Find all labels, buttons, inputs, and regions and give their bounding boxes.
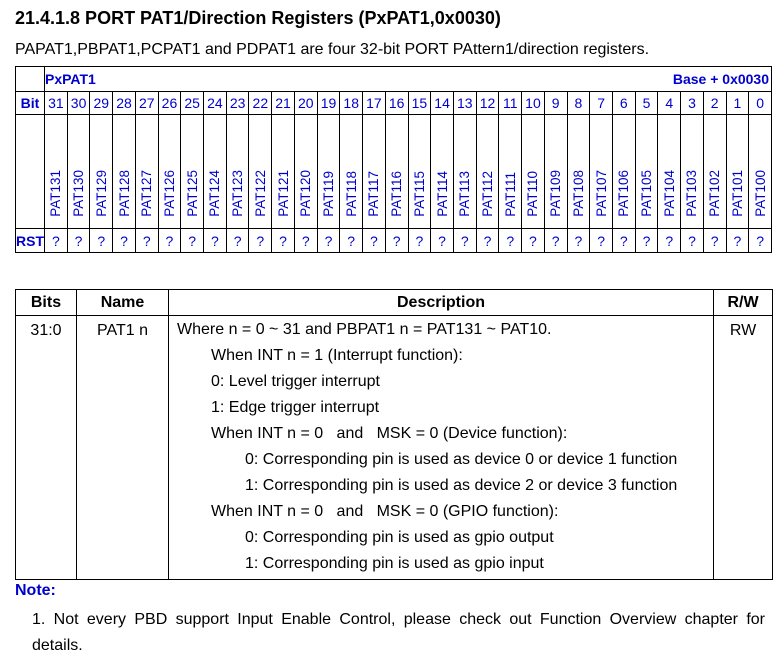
field-name-row	[16, 115, 772, 229]
field-name-cell	[453, 115, 476, 229]
description-line: 1: Corresponding pin is used as gpio input	[245, 555, 544, 572]
header-bits: Bits	[16, 290, 77, 316]
bit-number: 19	[317, 92, 340, 115]
reset-value: ?	[522, 229, 545, 253]
field-name-cell	[67, 115, 90, 229]
field-name: PAT104	[661, 170, 677, 217]
intro-paragraph: PAPAT1,PBPAT1,PCPAT1 and PDPAT1 are four 32-bit PORT PAttern1/direction registers.	[15, 41, 650, 58]
reset-value: ?	[158, 229, 181, 253]
field-name: PAT108	[570, 170, 586, 217]
description-line: 0: Corresponding pin is used as device 0 or device 1 function	[245, 451, 678, 468]
reset-value: ?	[567, 229, 590, 253]
field-name: PAT116	[389, 171, 405, 217]
field-name: PAT107	[593, 170, 609, 217]
bit-number: 3	[681, 92, 704, 115]
bit-number: 28	[113, 92, 136, 115]
field-name-cell	[90, 115, 113, 229]
bit-number: 6	[612, 92, 635, 115]
field-name: PAT125	[184, 170, 200, 217]
field-name-cell	[204, 115, 227, 229]
field-name: PAT100	[752, 170, 768, 217]
register-base-address: Base + 0x0030	[408, 67, 772, 92]
field-name: PAT120	[298, 170, 314, 217]
reset-value: ?	[749, 229, 772, 253]
description-line: Where n = 0 ~ 31 and PBPAT1 n = PAT131 ~ PAT10.	[177, 321, 552, 338]
reset-value: ?	[590, 229, 613, 253]
bit-number: 12	[476, 92, 499, 115]
bit-number: 5	[635, 92, 658, 115]
reset-value: ?	[272, 229, 295, 253]
row-bits: 31:0	[16, 316, 77, 580]
field-name-cell	[181, 115, 204, 229]
field-name-cell	[658, 115, 681, 229]
row-name: PAT1 n	[77, 316, 169, 580]
field-name: PAT124	[207, 170, 223, 217]
field-name: PAT112	[480, 171, 496, 217]
reset-value: ?	[476, 229, 499, 253]
field-name-cell	[340, 115, 363, 229]
header-name: Name	[77, 290, 169, 316]
reset-value: ?	[67, 229, 90, 253]
field-name-label-blank	[16, 115, 45, 229]
header-rw: R/W	[714, 290, 773, 316]
reset-value: ?	[499, 229, 522, 253]
field-name-cell	[499, 115, 522, 229]
field-name-cell	[612, 115, 635, 229]
bit-number: 18	[340, 92, 363, 115]
field-name: PAT130	[71, 170, 87, 217]
field-name-cell	[135, 115, 158, 229]
field-name-cell	[544, 115, 567, 229]
bit-number: 26	[158, 92, 181, 115]
reset-value: ?	[385, 229, 408, 253]
bit-number: 4	[658, 92, 681, 115]
register-header-row	[16, 67, 772, 92]
description-header-row	[16, 290, 773, 316]
field-name-cell	[363, 115, 386, 229]
reset-value: ?	[544, 229, 567, 253]
field-name: PAT114	[434, 171, 450, 217]
bit-number: 27	[135, 92, 158, 115]
reset-value: ?	[113, 229, 136, 253]
bit-number: 13	[453, 92, 476, 115]
reset-value: ?	[612, 229, 635, 253]
field-name: PAT122	[252, 170, 268, 217]
register-name: PxPAT1	[45, 67, 409, 92]
field-name-cell	[476, 115, 499, 229]
field-name: PAT128	[116, 170, 132, 217]
bit-number: 10	[522, 92, 545, 115]
reset-value: ?	[45, 229, 68, 253]
description-line: 0: Level trigger interrupt	[211, 373, 380, 390]
bit-number: 7	[590, 92, 613, 115]
field-name: PAT117	[366, 171, 382, 217]
row-description	[169, 316, 714, 580]
description-line: When INT n = 1 (Interrupt function):	[211, 347, 463, 364]
bit-number: 17	[363, 92, 386, 115]
bit-number: 16	[385, 92, 408, 115]
register-header-blank	[16, 67, 45, 92]
field-name-cell	[681, 115, 704, 229]
register-table	[15, 66, 772, 253]
bit-number: 29	[90, 92, 113, 115]
reset-value: ?	[658, 229, 681, 253]
field-name-cell	[113, 115, 136, 229]
reset-value: ?	[363, 229, 386, 253]
bit-number: 1	[726, 92, 749, 115]
note-text: 1. Not every PBD support Input Enable Control, please check out Function Overview chapter for details.	[32, 611, 765, 654]
reset-value: ?	[340, 229, 363, 253]
field-name: PAT123	[230, 170, 246, 217]
field-description-table	[15, 289, 773, 580]
field-name-cell	[590, 115, 613, 229]
field-name: PAT118	[343, 171, 359, 217]
reset-value: ?	[204, 229, 227, 253]
reset-value: ?	[135, 229, 158, 253]
description-line: 1: Corresponding pin is used as device 2 or device 3 function	[245, 477, 678, 494]
description-row	[16, 316, 773, 580]
header-description: Description	[169, 290, 714, 316]
bit-number: 21	[272, 92, 295, 115]
field-name: PAT102	[707, 170, 723, 217]
field-name: PAT105	[639, 170, 655, 217]
field-name: PAT129	[93, 170, 109, 217]
bit-number: 8	[567, 92, 590, 115]
rst-label: RST	[16, 229, 45, 253]
field-name: PAT110	[525, 171, 541, 217]
bit-number: 24	[204, 92, 227, 115]
field-name-cell	[226, 115, 249, 229]
field-name-cell	[294, 115, 317, 229]
field-name: PAT126	[161, 170, 177, 217]
bit-number: 23	[226, 92, 249, 115]
field-name: PAT106	[616, 170, 632, 217]
reset-value: ?	[317, 229, 340, 253]
reset-value: ?	[90, 229, 113, 253]
reset-value: ?	[431, 229, 454, 253]
field-name-cell	[385, 115, 408, 229]
field-name-cell	[703, 115, 726, 229]
field-name: PAT119	[320, 171, 336, 217]
field-name-cell	[431, 115, 454, 229]
bit-number: 20	[294, 92, 317, 115]
bit-number: 9	[544, 92, 567, 115]
field-name: PAT121	[275, 170, 291, 217]
field-name-cell	[749, 115, 772, 229]
reset-value-row	[16, 229, 772, 253]
field-name: PAT103	[684, 170, 700, 217]
reset-value: ?	[726, 229, 749, 253]
field-name: PAT113	[457, 171, 473, 217]
section-heading: 21.4.1.8 PORT PAT1/Direction Registers (PxPAT1,0x0030)	[15, 8, 501, 28]
bit-number: 0	[749, 92, 772, 115]
description-line: 1: Edge trigger interrupt	[211, 399, 380, 416]
reset-value: ?	[635, 229, 658, 253]
reset-value: ?	[681, 229, 704, 253]
field-name-cell	[158, 115, 181, 229]
field-name: PAT109	[548, 170, 564, 217]
bit-number: 2	[703, 92, 726, 115]
field-name-cell	[45, 115, 68, 229]
field-name: PAT101	[729, 170, 745, 217]
reset-value: ?	[249, 229, 272, 253]
field-name-cell	[272, 115, 295, 229]
field-name-cell	[567, 115, 590, 229]
reset-value: ?	[408, 229, 431, 253]
reset-value: ?	[294, 229, 317, 253]
reset-value: ?	[703, 229, 726, 253]
reset-value: ?	[226, 229, 249, 253]
field-name-cell	[726, 115, 749, 229]
field-name-cell	[249, 115, 272, 229]
reset-value: ?	[181, 229, 204, 253]
note-title: Note:	[15, 582, 56, 599]
bit-number-row	[16, 92, 772, 115]
bit-number: 11	[499, 92, 522, 115]
field-name-cell	[408, 115, 431, 229]
bit-number: 30	[67, 92, 90, 115]
bit-number: 15	[408, 92, 431, 115]
field-name-cell	[522, 115, 545, 229]
row-rw: RW	[714, 316, 773, 580]
bit-number: 25	[181, 92, 204, 115]
description-line: When INT n = 0 and MSK = 0 (GPIO function):	[211, 503, 559, 520]
bit-number: 31	[45, 92, 68, 115]
field-name: PAT111	[502, 172, 518, 217]
bit-label: Bit	[16, 92, 45, 115]
description-line: 0: Corresponding pin is used as gpio output	[245, 529, 554, 546]
field-name: PAT131	[48, 170, 64, 217]
bit-number: 14	[431, 92, 454, 115]
bit-number: 22	[249, 92, 272, 115]
reset-value: ?	[453, 229, 476, 253]
field-name: PAT127	[139, 170, 155, 217]
field-name: PAT115	[411, 171, 427, 217]
description-line: When INT n = 0 and MSK = 0 (Device function):	[211, 425, 568, 442]
field-name-cell	[635, 115, 658, 229]
field-name-cell	[317, 115, 340, 229]
